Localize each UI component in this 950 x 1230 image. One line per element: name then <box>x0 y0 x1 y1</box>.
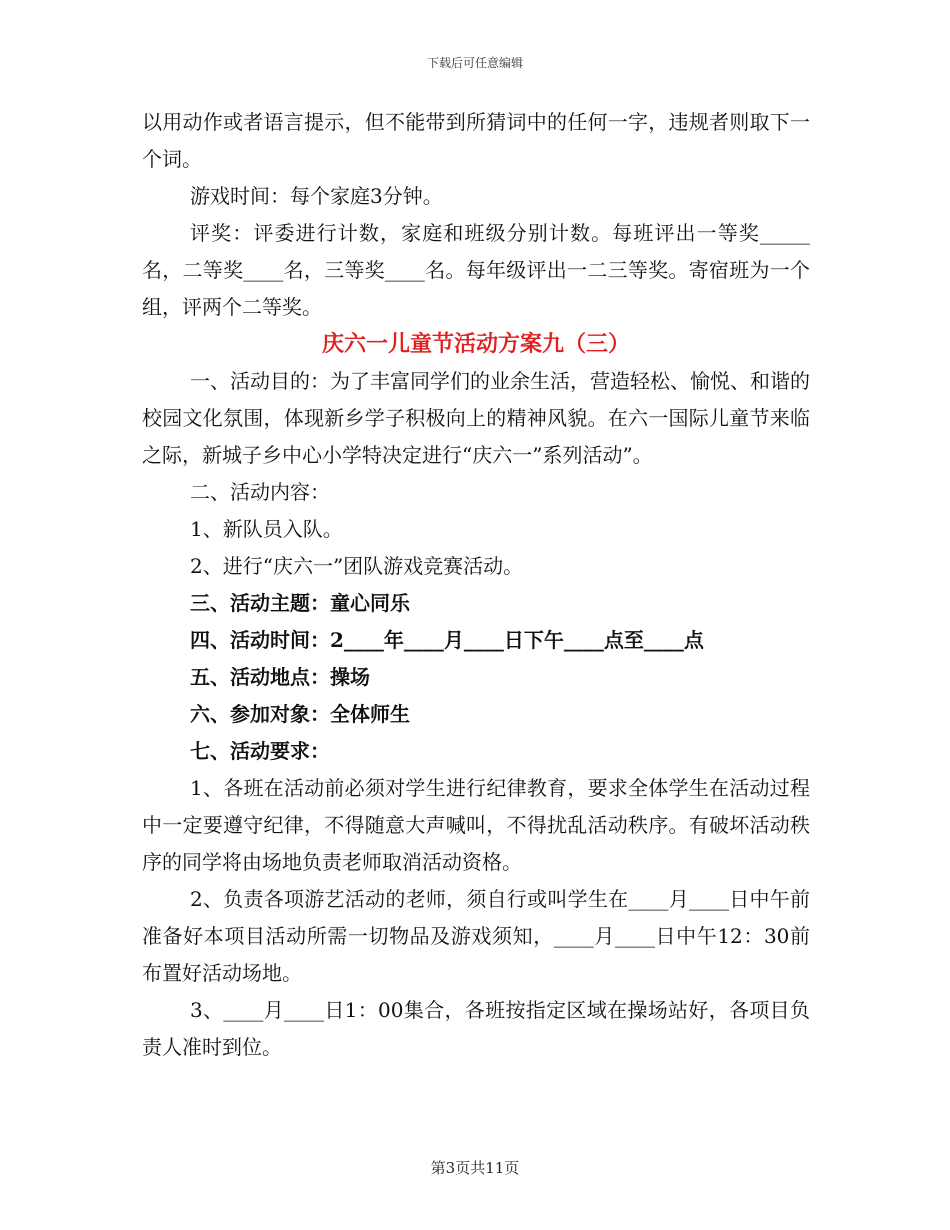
purpose-paragraph: 一、活动目的：为了丰富同学们的业余生活，营造轻松、愉悦、和谐的校园文化氛围，体现新乡学子积极向上的精神风貌。在六一国际儿童节来临之际，新城子乡中心小学特决定进行“庆六一”系列活动”。 <box>142 369 810 467</box>
theme-line: 三、活动主题：童心同乐 <box>190 591 410 615</box>
page-footer: 第3页共11页 <box>430 1159 520 1177</box>
section-title: 庆六一儿童节活动方案九（三） <box>321 331 630 357</box>
document-body <box>142 104 810 1066</box>
location-line: 五、活动地点：操场 <box>190 665 370 689</box>
content-item-1: 1、新队员入队。 <box>190 517 343 541</box>
requirements-heading: 七、活动要求： <box>190 739 330 763</box>
requirement-1: 1、各班在活动前必须对学生进行纪律教育，要求全体学生在活动过程中一定要遵守纪律，不得随意大声喊叫，不得扰乱活动秩序。有破坏活动秩序的同学将由场地负责老师取消活动资格。 <box>142 776 810 874</box>
continued-paragraph: 以用动作或者语言提示，但不能带到所猜词中的任何一字，违规者则取下一个词。 <box>142 110 810 171</box>
page-header: 下载后可任意编辑 <box>426 56 523 70</box>
game-time-paragraph: 游戏时间：每个家庭3分钟。 <box>190 184 443 208</box>
requirement-2: 2、负责各项游艺活动的老师，须自行或叫学生在____月____日中午前准备好本项目活动所需一切物品及游戏须知，____月____日中午12：30前布置好活动场地。 <box>142 887 810 985</box>
participants-line: 六、参加对象：全体师生 <box>190 702 410 726</box>
content-item-2: 2、进行“庆六一”团队游戏竞赛活动。 <box>190 554 524 578</box>
award-paragraph: 评奖：评委进行计数，家庭和班级分别计数。每班评出一等奖_____名，二等奖____名，三等奖____名。每年级评出一二三等奖。寄宿班为一个组，评两个二等奖。 <box>142 221 810 319</box>
requirement-3: 3、____月____日1：00集合，各班按指定区域在操场站好，各项目负责人准时到位。 <box>142 998 810 1059</box>
content-heading: 二、活动内容： <box>190 480 330 504</box>
time-line: 四、活动时间：2____年____月____日下午____点至____点 <box>190 628 704 652</box>
